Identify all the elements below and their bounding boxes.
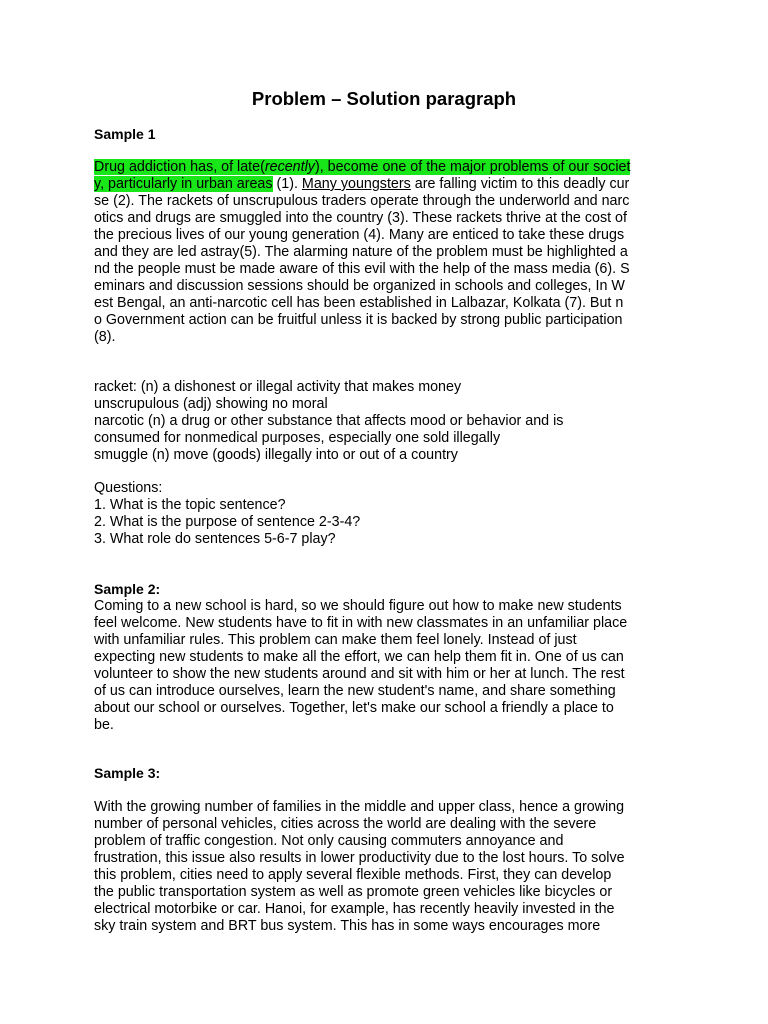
paragraph-line: of us can introduce ourselves, learn the new student's name, and share something — [94, 683, 616, 699]
underlined-text: Many youngsters — [301, 176, 411, 192]
paragraph-line: the precious lives of our young generation (4). Many are enticed to take these drugs — [94, 227, 625, 243]
highlighted-text: Drug addiction has, of late(recently), become one of the major problems of our societ — [94, 159, 631, 175]
paragraph-line: eminars and discussion sessions should be organized in schools and colleges, In W — [94, 278, 625, 294]
glossary-item: narcotic (n) a drug or other substance that affects mood or behavior and is — [94, 413, 564, 429]
paragraph-line: nd the people must be made aware of this evil with the help of the mass media (6). S — [94, 261, 630, 277]
paragraph-line: volunteer to show the new students around and sit with him or her at lunch. The rest — [94, 666, 625, 682]
paragraph-line: sky train system and BRT bus system. This has in some ways encourages more — [94, 918, 601, 934]
glossary-item: smuggle (n) move (goods) illegally into or out of a country — [94, 447, 458, 463]
paragraph-line: about our school or ourselves. Together, let's make our school a friendly a place to — [94, 700, 614, 716]
questions-label: Questions: — [94, 480, 163, 496]
paragraph-line: with unfamiliar rules. This problem can make them feel lonely. Instead of just — [94, 632, 577, 648]
paragraph-line: the public transportation system as well as promote green vehicles like bicycles or — [94, 884, 613, 900]
paragraph-line: (8). — [94, 329, 116, 345]
question-item: 1. What is the topic sentence? — [94, 497, 286, 513]
paragraph-line: Coming to a new school is hard, so we should figure out how to make new students — [94, 598, 622, 614]
paragraph-line: electrical motorbike or car. Hanoi, for example, has recently heavily invested in the — [94, 901, 615, 917]
paragraph-line — [94, 159, 630, 176]
paragraph-line: expecting new students to make all the effort, we can help them fit in. One of us can — [94, 649, 624, 665]
paragraph-line: this problem, cities need to apply several flexible methods. First, they can develop — [94, 867, 612, 883]
paragraph-line: frustration, this issue also results in lower productivity due to the lost hours. To solve — [94, 850, 625, 866]
glossary-item: consumed for nonmedical purposes, especially one sold illegally — [94, 430, 501, 446]
paragraph-line: With the growing number of families in the middle and upper class, hence a growing — [94, 799, 625, 815]
paragraph-line: feel welcome. New students have to fit in with new classmates in an unfamiliar place — [94, 615, 628, 631]
paragraph-line: y, particularly in urban areas (1). Many youngsters are falling victim to this deadly cur — [94, 176, 630, 192]
paragraph-line: otics and drugs are smuggled into the country (3). These rackets thrive at the cost of — [94, 210, 627, 226]
paragraph-line: be. — [94, 717, 114, 733]
paragraph-line: o Government action can be fruitful unless it is backed by strong public participation — [94, 312, 623, 328]
paragraph-line: est Bengal, an anti-narcotic cell has been established in Lalbazar, Kolkata (7). But n — [94, 295, 624, 311]
sample-3-heading: Sample 3: — [94, 765, 161, 781]
paragraph-line: number of personal vehicles, cities across the world are dealing with the severe — [94, 816, 597, 832]
glossary-item: racket: (n) a dishonest or illegal activity that makes money — [94, 379, 462, 395]
question-item: 3. What role do sentences 5-6-7 play? — [94, 531, 336, 547]
paragraph-line: problem of traffic congestion. Not only causing commuters annoyance and — [94, 833, 564, 849]
paragraph-line: and they are led astray(5). The alarming nature of the problem must be highlighted a — [94, 244, 628, 260]
page-title: Problem – Solution paragraph — [251, 88, 517, 109]
highlighted-text: y, particularly in urban areas — [94, 176, 273, 192]
glossary-item: unscrupulous (adj) showing no moral — [94, 396, 328, 412]
paragraph-line: se (2). The rackets of unscrupulous traders operate through the underworld and narc — [94, 193, 630, 209]
sample-1-heading: Sample 1 — [94, 126, 156, 142]
question-item: 2. What is the purpose of sentence 2-3-4? — [94, 514, 361, 530]
sample-2-heading: Sample 2: — [94, 581, 161, 597]
